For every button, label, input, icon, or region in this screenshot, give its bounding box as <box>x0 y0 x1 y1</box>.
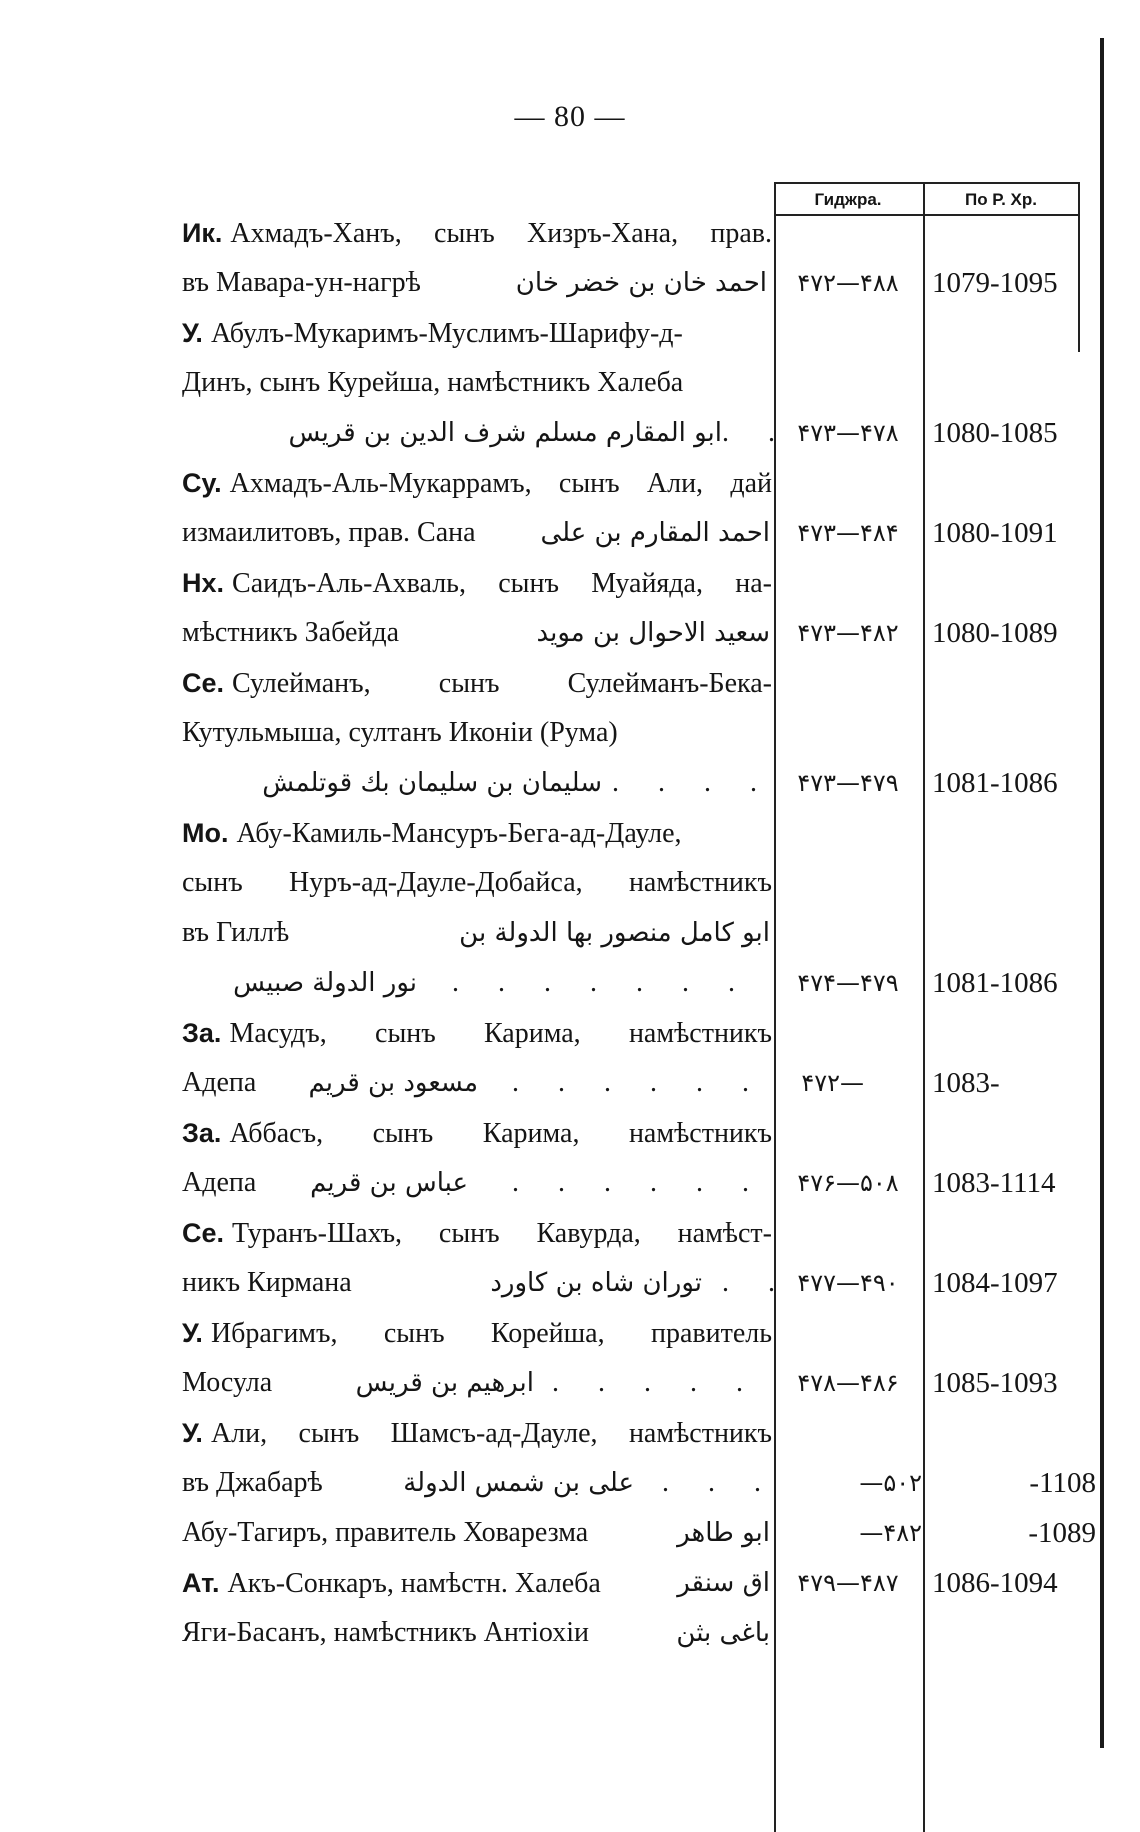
dynasty-abbr: У. <box>182 1418 203 1448</box>
hijra-years: ۴۷۳—۴۷۹ <box>797 769 899 797</box>
christian-years: 1085-1093 <box>932 1367 1058 1399</box>
christian-years: 1080-1089 <box>932 617 1058 649</box>
arabic-name: ابرهيم بن قريس <box>355 1368 534 1398</box>
hijra-years: —۴۸۲ <box>859 1519 922 1547</box>
entry-text: въ Гиллѣ <box>182 917 290 948</box>
dynasty-abbr: Се. <box>182 668 225 698</box>
entry-text: Туранъ-Шахъ, сынъ Кавурда, намѣст- <box>232 1218 772 1249</box>
dynasty-abbr: Нх. <box>182 568 225 598</box>
christian-years: 1080-1085 <box>932 417 1058 449</box>
christian-years: -1108 <box>1029 1467 1096 1499</box>
document-page: — 80 — Гиджра. По Р. Хр. Ик. Ахмадъ-Ханъ, сынъ Хизръ-Хана, прав. въ Мавара-ун-нагрѣ احمد خان بن خضر خان ۴۷۲—۴۸۸ 1079-1095 У. Абулъ-Мукаримъ-Муслимъ-Шарифу-д- Динъ, сынъ Курейша, намѣстникъ Халеба ابو المقارم مسلم شرف الدين بن قريس . . ۴۷۳—۴۷۸ 1080-1085 Су. Ахмадъ-Аль-Мукаррамъ, сынъ Али, дай измаилитовъ, прав. Сана احمد المقارم بن علی ۴۷۳—۴۸۴ 1080-1091 Нх. Саидъ-Аль-Ахваль, сынъ Муайяда, на- мѣстникъ Забейда سعيد الاحوال بن مويد ۴۷۳—۴۸۲ 1080-1089 Се. Сулейманъ, сынъ Сулейманъ-Бека- Кутульмыша, султанъ Иконіи (Рума) سليمان بن سليمان بك قوتلمش . . . . ۴۷۳—۴۷۹ 1081-1086 Мо. Абу-Камиль-Мансуръ-Бега-ад-Дауле, сынъ Нуръ-ад-Дауле-Добайса, намѣстникъ въ Гиллѣ ابو كامل منصور بها الدولة بن نور الدولة صبيس . . . . . . . ۴۷۴—۴۷۹ 1081-1086 За. Масудъ, сынъ Карима, намѣстникъ Адепа مسعود بن قريم . . . . . . ۴۷۲— 1083- За. Аббасъ, сынъ Карима, намѣстникъ Адепа عباس بن قريم . . . . . . ۴۷۶—۵۰۸ 1083-1114 Се. Туранъ-Шахъ, сынъ Кавурда, намѣст- никъ Кирмана توران شاه بن كاورد . . ۴۷۷—۴۹۰ 1084-1097 У. Ибрагимъ, сынъ Корейша, правитель Мосула ابرهيم بن قريس . . . . . ۴۷۸—۴۸۶ 1085-1093 У. Али, сынъ Шамсъ-ад-Дауле, намѣстникъ въ Джабарѣ علی بن شمس الدولة . . . —۵۰۲ -1108 Абу-Тагиръ, правитель Ховарезма ابو طاهر —۴۸۲ -1089 Ат. Акъ-Сонкаръ, намѣстн. Халеба اق سنقر ۴۷۹—۴۸۷ 1086-1094 Яги-Басанъ, намѣстникъ Антіохіи باغی بثن <box>0 0 1140 1813</box>
hijra-years: ۴۷۷—۴۹۰ <box>797 1269 899 1297</box>
entry-text: Сулейманъ, сынъ Сулейманъ-Бека- <box>232 668 772 699</box>
entry-text: Адепа <box>182 1167 257 1198</box>
header-hijra: Гиджра. <box>814 190 882 209</box>
entry-text: Абу-Камиль-Мансуръ-Бега-ад-Дауле, <box>236 818 682 849</box>
arabic-name: اق سنقر <box>677 1568 770 1598</box>
christian-years: 1084-1097 <box>932 1267 1058 1299</box>
entry-text: сынъ Нуръ-ад-Дауле-Добайса, намѣстникъ <box>182 867 772 898</box>
christian-years: 1081-1086 <box>932 767 1058 799</box>
entry-text: Абу-Тагиръ, правитель Ховарезма <box>182 1517 589 1548</box>
entry-text: Мосула <box>182 1367 273 1398</box>
entry-text: Адепа <box>182 1067 257 1098</box>
header-christian: По Р. Хр. <box>964 190 1037 209</box>
arabic-name: ابو طاهر <box>677 1518 770 1548</box>
christian-years: 1083-1114 <box>932 1167 1056 1199</box>
entry-text: Ахмадъ-Аль-Мукаррамъ, сынъ Али, дай <box>229 468 772 499</box>
christian-years: -1089 <box>1028 1517 1096 1549</box>
hijra-years: ۴۷۳—۴۸۲ <box>797 619 899 647</box>
christian-years: 1086-1094 <box>932 1567 1058 1599</box>
arabic-name: مسعود بن قريم <box>308 1068 478 1098</box>
hijra-years: ۴۷۹—۴۸۷ <box>797 1569 899 1597</box>
entry-text: Кутульмыша, султанъ Иконіи (Рума) <box>182 717 618 748</box>
entry-text: Акъ-Сонкаръ, намѣстн. Халеба <box>227 1568 601 1599</box>
arabic-name: عباس بن قريم <box>310 1168 468 1198</box>
hijra-years: ۴۷۶—۵۰۸ <box>797 1169 899 1197</box>
hijra-years: —۵۰۲ <box>859 1469 922 1497</box>
dynasty-abbr: У. <box>182 318 203 348</box>
hijra-years: ۴۷۸—۴۸۶ <box>797 1369 899 1397</box>
arabic-name-cont: نور الدولة صبيس <box>233 968 417 998</box>
arabic-name: ابو المقارم مسلم شرف الدين بن قريس <box>288 418 722 448</box>
dynasty-abbr: Ик. <box>182 218 223 248</box>
christian-years: 1079-1095 <box>932 267 1058 299</box>
entry-text: мѣстникъ Забейда <box>182 617 400 648</box>
hijra-years: ۴۷۳—۴۷۸ <box>797 419 899 447</box>
page-number: — 80 — <box>514 100 626 133</box>
christian-years: 1083- <box>932 1067 1000 1099</box>
entry-text: Аббасъ, сынъ Карима, намѣстникъ <box>229 1118 772 1149</box>
arabic-name: سليمان بن سليمان بك قوتلمش <box>262 768 602 798</box>
entry-text: Ибрагимъ, сынъ Корейша, правитель <box>210 1318 772 1349</box>
arabic-name: سعيد الاحوال بن مويد <box>536 618 770 648</box>
christian-years: 1080-1091 <box>932 517 1058 549</box>
column-divider-middle <box>923 182 925 1832</box>
hijra-years: ۴۷۴—۴۷۹ <box>797 969 899 997</box>
dynasty-abbr: Се. <box>182 1218 225 1248</box>
arabic-name: احمد خان بن خضر خان <box>515 268 767 298</box>
table-top-rule <box>774 182 1078 184</box>
dynasty-abbr: За. <box>182 1118 222 1148</box>
entry-text: Динъ, сынъ Курейша, намѣстникъ Халеба <box>182 367 684 398</box>
entry-text: Яги-Басанъ, намѣстникъ Антіохіи <box>182 1617 589 1648</box>
entry-text: Масудъ, сынъ Карима, намѣстникъ <box>229 1018 772 1049</box>
arabic-name: علی بن شمس الدولة <box>403 1468 634 1498</box>
entry-text: Саидъ-Аль-Ахваль, сынъ Муайяда, на- <box>232 568 772 599</box>
entry-text: въ Джабарѣ <box>182 1467 323 1498</box>
hijra-years: ۴۷۳—۴۸۴ <box>797 519 899 547</box>
entry-text: измаилитовъ, прав. Сана <box>182 517 476 548</box>
entry-text: въ Мавара-ун-нагрѣ <box>182 267 421 298</box>
dynasty-abbr: За. <box>182 1018 222 1048</box>
christian-years: 1081-1086 <box>932 967 1058 999</box>
hijra-years: ۴۷۲— <box>801 1069 864 1097</box>
arabic-name: توران شاه بن كاورد <box>490 1268 702 1298</box>
dynasty-abbr: У. <box>182 1318 203 1348</box>
hijra-years: ۴۷۲—۴۸۸ <box>797 269 899 297</box>
entry-text: Али, сынъ Шамсъ-ад-Дауле, намѣстникъ <box>210 1418 772 1449</box>
entry-text: Абулъ-Мукаримъ-Муслимъ-Шарифу-д- <box>210 318 683 349</box>
entry-text: никъ Кирмана <box>182 1267 352 1298</box>
table-header-rule <box>774 214 1078 216</box>
arabic-name: ابو كامل منصور بها الدولة بن <box>459 918 770 948</box>
arabic-name: باغی بثن <box>676 1618 770 1648</box>
dynasty-abbr: Су. <box>182 468 222 498</box>
entry-text: Ахмадъ-Ханъ, сынъ Хизръ-Хана, прав. <box>230 218 772 249</box>
dynasty-abbr: Мо. <box>182 818 229 848</box>
arabic-name: احمد المقارم بن علی <box>540 518 770 548</box>
dynasty-abbr: Ат. <box>182 1568 220 1598</box>
